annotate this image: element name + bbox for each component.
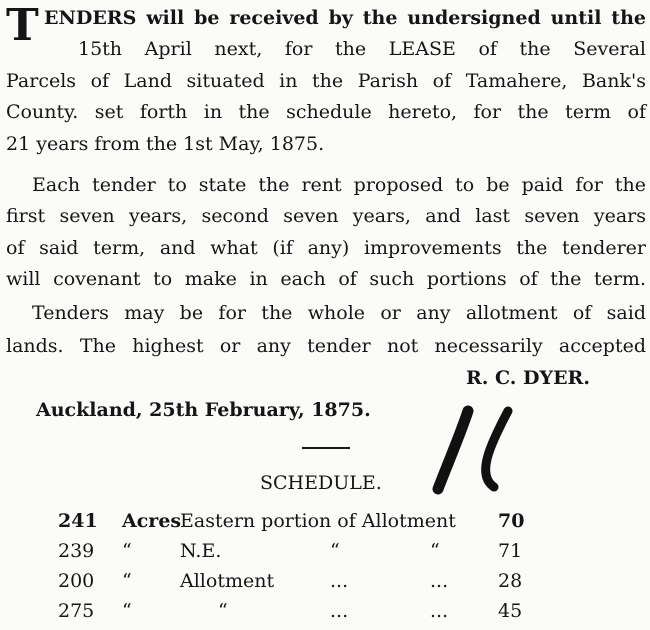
allotment-number-cell: 45: [498, 600, 523, 622]
ellipsis-cell: ...: [430, 600, 449, 622]
notice-line-4: County. set forth in the schedule hereto, for the term of: [6, 101, 646, 123]
ink-stroke-mark: [428, 405, 540, 495]
paragraph-2-line: first seven years, second seven years, and last seven years: [6, 205, 646, 227]
schedule-row: [58, 567, 538, 595]
dateline: Auckland, 25th February, 1875.: [36, 399, 371, 421]
section-divider: [302, 447, 350, 449]
ditto-cell: “: [430, 540, 440, 562]
schedule-row: [58, 507, 538, 535]
schedule-row: [58, 537, 538, 565]
notice-line-2: 15th April next, for the LEASE of the Several: [78, 38, 646, 60]
unit-cell: “: [122, 600, 132, 622]
ditto-cell: “: [330, 540, 340, 562]
unit-cell: “: [122, 570, 132, 592]
acres-cell: 241: [58, 510, 98, 532]
acres-cell: 275: [58, 600, 95, 622]
signatory: R. C. DYER.: [466, 367, 590, 389]
ellipsis-cell: ...: [330, 600, 349, 622]
description-cell: N.E.: [180, 540, 222, 562]
paragraph-2-line: of said term, and what (if any) improvements the tenderer: [6, 237, 646, 259]
paragraph-3-line: Tenders may be for the whole or any allotment of said: [32, 302, 646, 324]
description-cell: Allotment: [180, 570, 275, 592]
notice-line-3: Parcels of Land situated in the Parish of Tamahere, Bank's: [6, 70, 646, 92]
paragraph-3-line: lands. The highest or any tender not necessarily accepted: [6, 335, 646, 357]
paragraph-2-line: will covenant to make in each of such portions of the term.: [6, 268, 646, 290]
unit-cell: “: [122, 540, 132, 562]
schedule-title: SCHEDULE.: [260, 472, 382, 494]
acres-cell: 239: [58, 540, 95, 562]
notice-line-5: 21 years from the 1st May, 1875.: [6, 133, 325, 155]
drop-cap: T: [6, 0, 39, 51]
notice-line-1: ENDERS will be received by the undersigned until the: [44, 7, 646, 29]
schedule-row: [58, 597, 538, 625]
ellipsis-cell: ...: [430, 570, 449, 592]
allotment-number-cell: 70: [498, 510, 525, 532]
description-cell: Eastern portion of Allotment: [180, 510, 456, 532]
unit-cell: Acres: [122, 510, 182, 532]
description-cell: “: [218, 600, 228, 622]
ellipsis-cell: ...: [330, 570, 349, 592]
acres-cell: 200: [58, 570, 95, 592]
allotment-number-cell: 28: [498, 570, 523, 592]
paragraph-2-line: Each tender to state the rent proposed to be paid for the: [32, 174, 646, 196]
allotment-number-cell: 71: [498, 540, 523, 562]
